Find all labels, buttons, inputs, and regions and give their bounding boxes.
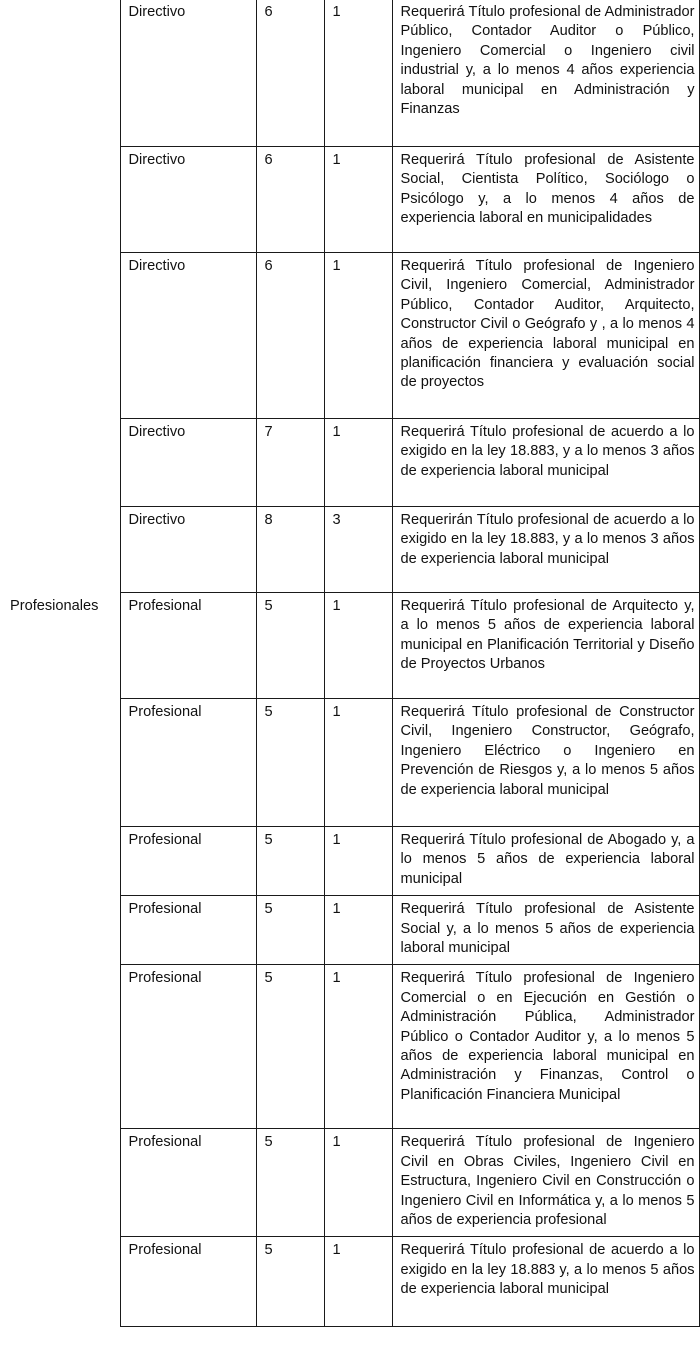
requirement-cell: Requerirá Título profesional de Arquitecto y, a lo menos 5 años de experiencia laboral municipal en Planificación Territorial y Diseño de Proyectos Urbanos <box>392 593 699 699</box>
requirement-cell: Requerirá Título profesional de Ingeniero Civil en Obras Civiles, Ingeniero Civil en Estructura, Ingeniero Civil en Construcción o Ingeniero Civil en Informática y, a lo menos 5 años de experiencia profesional <box>392 1129 699 1237</box>
grade-cell: 5 <box>256 593 324 699</box>
grade-cell: 5 <box>256 896 324 965</box>
table-row <box>0 253 699 419</box>
grade-cell: 6 <box>256 147 324 253</box>
positions-count-cell: 1 <box>324 1129 392 1237</box>
requirement-cell: Requerirá Título profesional de acuerdo a lo exigido en la ley 18.883, y a lo menos 3 años de experiencia laboral municipal <box>392 419 699 507</box>
positions-count-cell: 1 <box>324 593 392 699</box>
positions-count-cell: 1 <box>324 965 392 1129</box>
table-row <box>0 965 699 1129</box>
requirement-cell: Requerirá Título profesional de Abogado y, a lo menos 5 años de experiencia laboral municipal <box>392 827 699 896</box>
table-row <box>0 1129 699 1237</box>
position-type-cell: Directivo <box>120 419 256 507</box>
grade-cell: 5 <box>256 1129 324 1237</box>
positions-count-cell: 1 <box>324 1237 392 1327</box>
positions-count-cell: 1 <box>324 896 392 965</box>
requirement-cell: Requerirá Título profesional de acuerdo a lo exigido en la ley 18.883 y, a lo menos 5 años de experiencia laboral municipal <box>392 1237 699 1327</box>
staff-group-cell: Profesionales <box>0 593 120 699</box>
staff-group-cell <box>0 147 120 253</box>
position-type-cell: Profesional <box>120 593 256 699</box>
table-row <box>0 827 699 896</box>
positions-count-cell: 1 <box>324 419 392 507</box>
grade-cell: 8 <box>256 507 324 593</box>
staff-group-cell <box>0 1237 120 1327</box>
staff-group-cell <box>0 419 120 507</box>
requirement-cell: Requerirá Título profesional de Ingeniero Comercial o en Ejecución en Gestión o Administración Pública, Administrador Público o Contador Auditor y, a lo menos 5 años de experiencia laboral municipal en Administración y Finanzas, Control o Planificación Financiera Municipal <box>392 965 699 1129</box>
grade-cell: 6 <box>256 0 324 147</box>
table-row <box>0 896 699 965</box>
table-row <box>0 419 699 507</box>
staff-group-cell <box>0 253 120 419</box>
staff-group-cell <box>0 507 120 593</box>
positions-count-cell: 1 <box>324 253 392 419</box>
grade-cell: 5 <box>256 1237 324 1327</box>
positions-count-cell: 1 <box>324 147 392 253</box>
position-type-cell: Profesional <box>120 896 256 965</box>
table-row <box>0 507 699 593</box>
requirement-cell: Requerirán Título profesional de acuerdo a lo exigido en la ley 18.883, y a lo menos 3 años de experiencia laboral municipal <box>392 507 699 593</box>
requirement-cell: Requerirá Título profesional de Administrador Público, Contador Auditor o Público, Ingeniero Comercial o Ingeniero civil industrial y, a lo menos 4 años experiencia laboral municipal en Administración y Finanzas <box>392 0 699 147</box>
grade-cell: 5 <box>256 827 324 896</box>
requirement-cell: Requerirá Título profesional de Ingeniero Civil, Ingeniero Comercial, Administrador Público, Contador Auditor, Arquitecto, Constructor Civil o Geógrafo y , a lo menos 4 años de experiencia laboral municipal en planificación financiera y evaluación social de proyectos <box>392 253 699 419</box>
position-type-cell: Directivo <box>120 253 256 419</box>
requirement-cell: Requerirá Título profesional de Asistente Social, Cientista Político, Sociólogo o Psicólogo y, a lo menos 4 años de experiencia laboral en municipalidades <box>392 147 699 253</box>
staff-group-cell <box>0 896 120 965</box>
positions-count-cell: 1 <box>324 699 392 827</box>
table-row <box>0 147 699 253</box>
grade-cell: 5 <box>256 965 324 1129</box>
table-row <box>0 1237 699 1327</box>
position-type-cell: Profesional <box>120 965 256 1129</box>
grade-cell: 5 <box>256 699 324 827</box>
table-row <box>0 0 699 147</box>
position-type-cell: Profesional <box>120 699 256 827</box>
positions-count-cell: 1 <box>324 0 392 147</box>
table-row <box>0 593 699 699</box>
requirement-cell: Requerirá Título profesional de Constructor Civil, Ingeniero Constructor, Geógrafo, Ingeniero Eléctrico o Ingeniero en Prevención de Riesgos y, a lo menos 5 años de experiencia laboral municipal <box>392 699 699 827</box>
position-type-cell: Directivo <box>120 147 256 253</box>
position-type-cell: Profesional <box>120 827 256 896</box>
position-type-cell: Profesional <box>120 1237 256 1327</box>
staff-group-cell <box>0 699 120 827</box>
staff-group-cell <box>0 965 120 1129</box>
table-row <box>0 699 699 827</box>
staff-group-cell <box>0 0 120 147</box>
grade-cell: 6 <box>256 253 324 419</box>
positions-count-cell: 3 <box>324 507 392 593</box>
staff-group-cell <box>0 1129 120 1237</box>
positions-count-cell: 1 <box>324 827 392 896</box>
requirement-cell: Requerirá Título profesional de Asistente Social y, a lo menos 5 años de experiencia laboral municipal <box>392 896 699 965</box>
staff-group-cell <box>0 827 120 896</box>
position-type-cell: Profesional <box>120 1129 256 1237</box>
position-type-cell: Directivo <box>120 507 256 593</box>
grade-cell: 7 <box>256 419 324 507</box>
position-type-cell: Directivo <box>120 0 256 147</box>
